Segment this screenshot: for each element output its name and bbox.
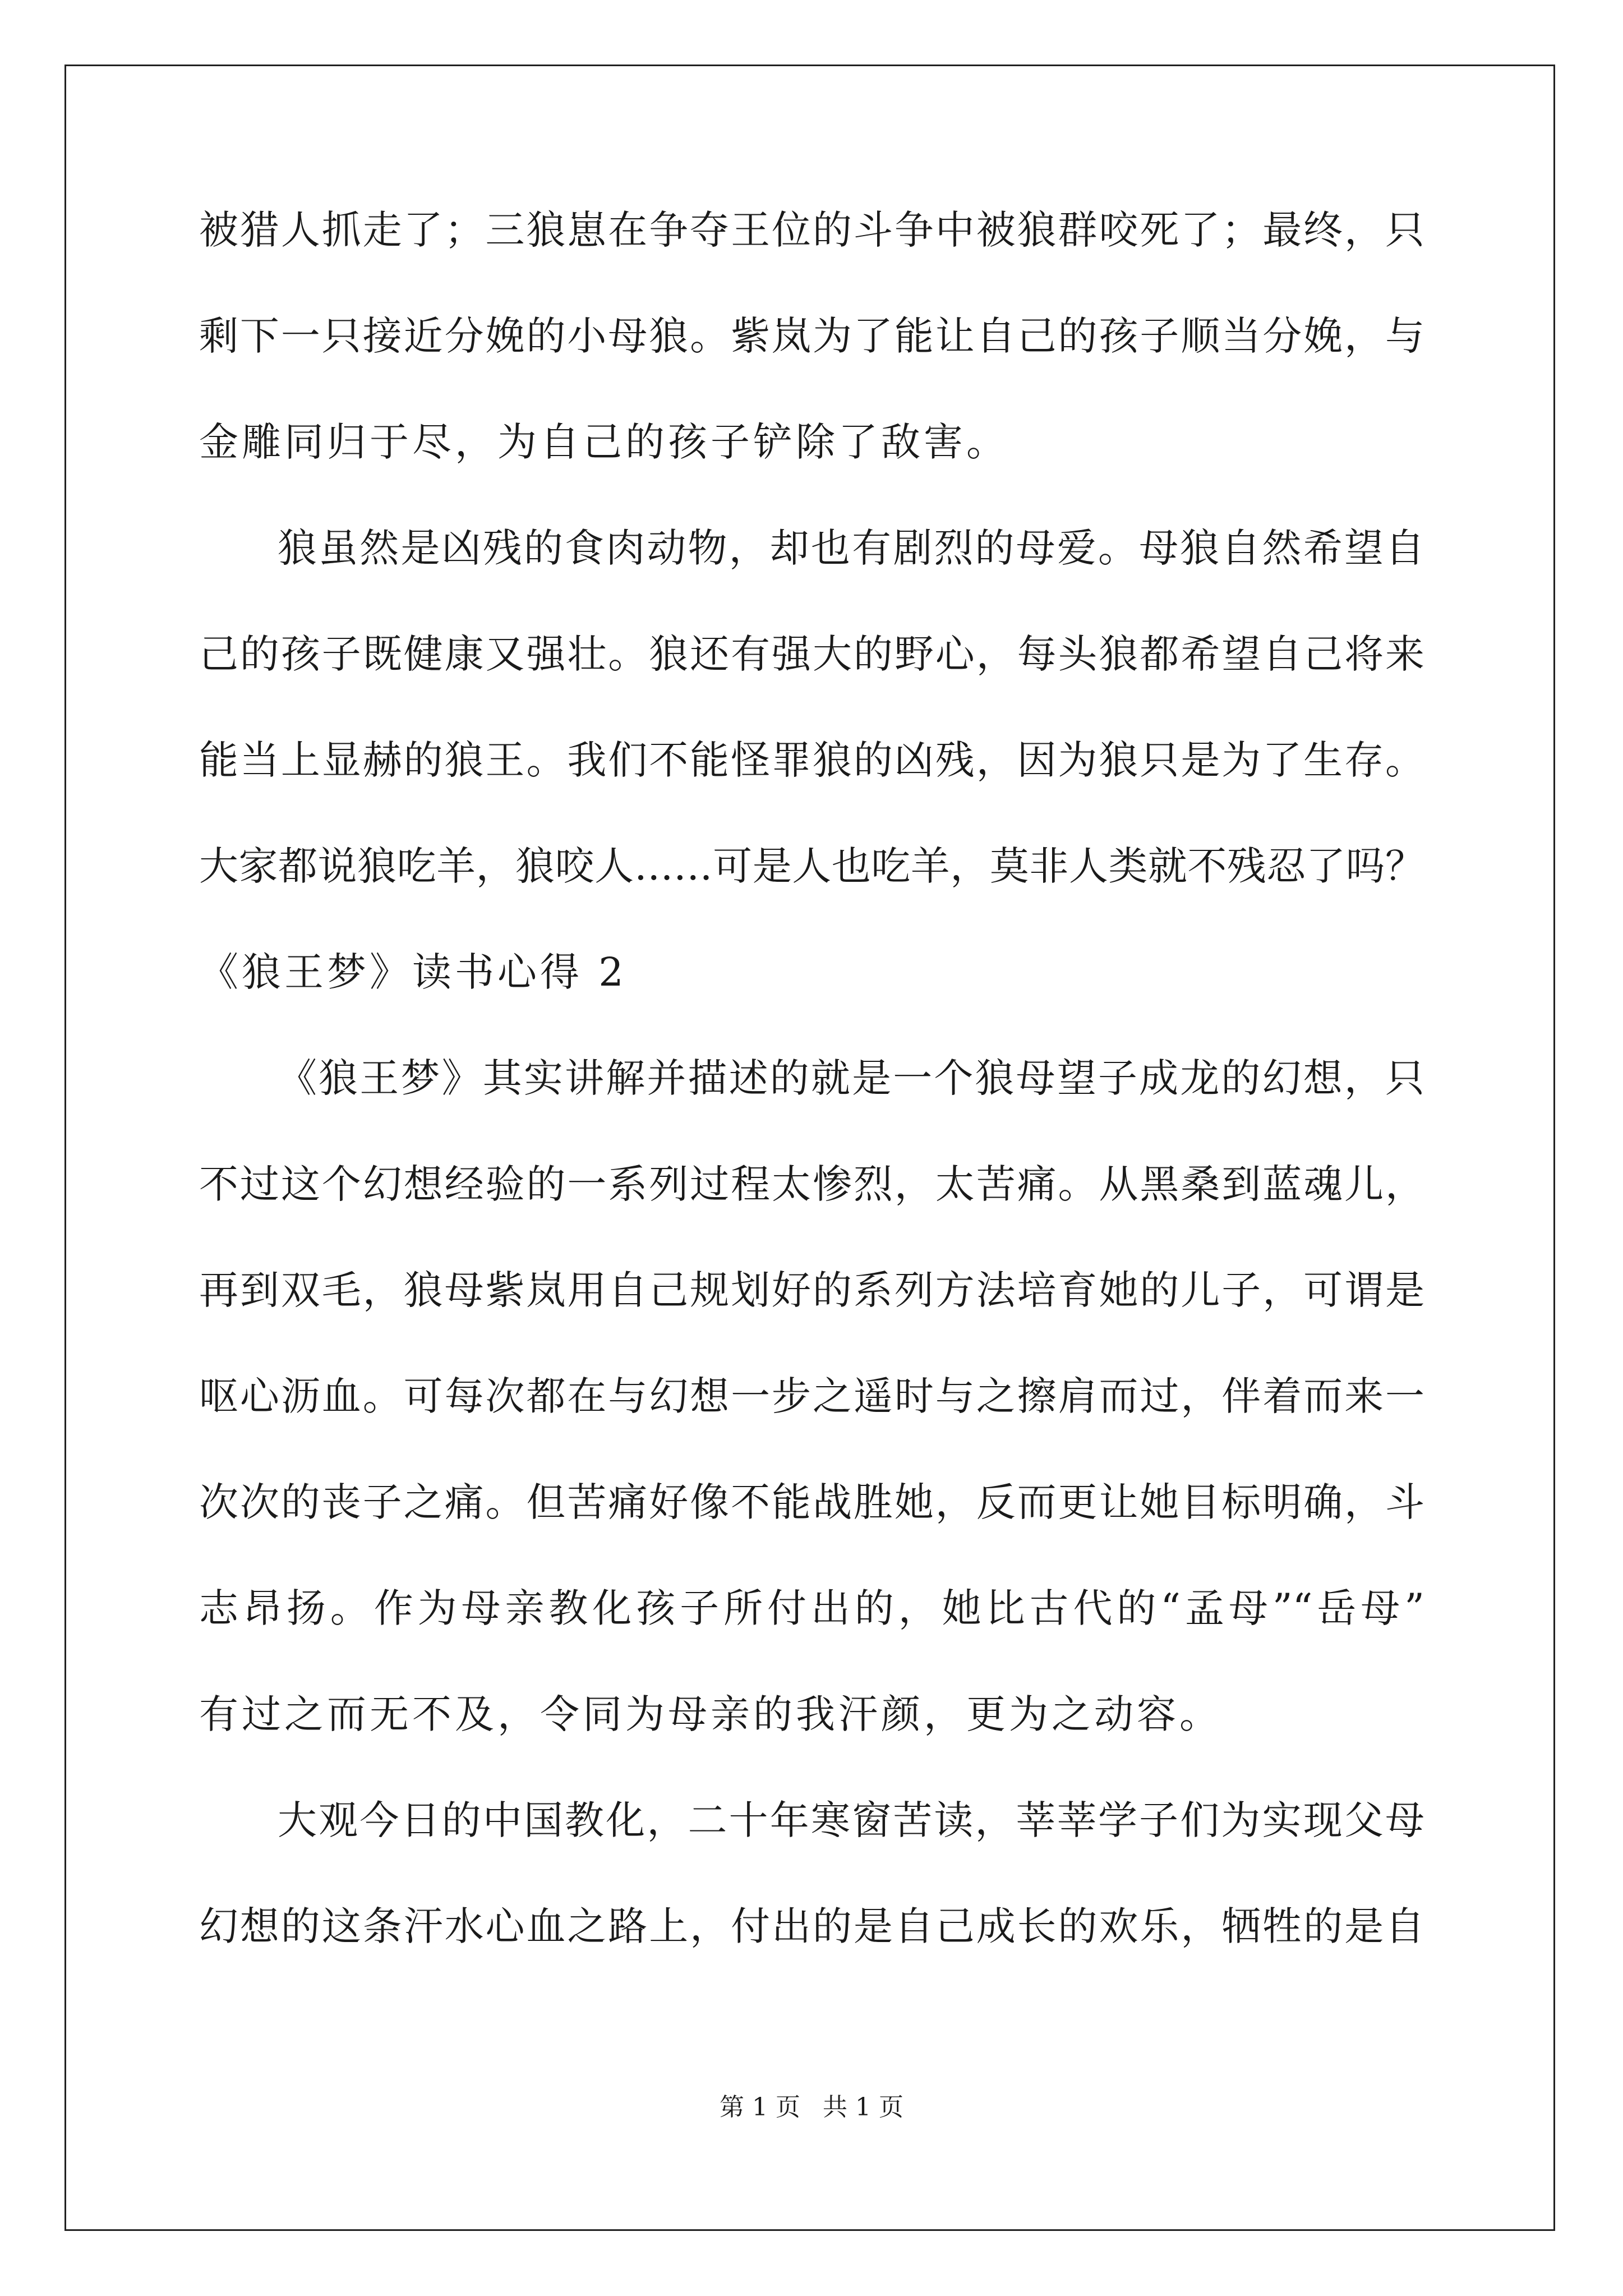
text-line: 金雕同归于尽，为自己的孩子铲除了敌害。 xyxy=(199,419,1009,465)
paragraph-start-line: 大观今日的中国教化，二十年寒窗苦读，莘莘学子们为实现父母 xyxy=(278,1797,1424,1843)
paragraph-start-line: 《狼王梦》其实讲解并描述的就是一个狼母望子成龙的幻想，只 xyxy=(278,1055,1424,1101)
text-line: 剩下一只接近分娩的小母狼。紫岚为了能让自己的孩子顺当分娩，与 xyxy=(199,313,1424,359)
text-line: 再到双毛，狼母紫岚用自己规划好的系列方法培育她的儿子，可谓是 xyxy=(199,1267,1424,1313)
text-line: 不过这个幻想经验的一系列过程太惨烈，太苦痛。从黑桑到蓝魂儿， xyxy=(199,1161,1424,1207)
text-line: 能当上显赫的狼王。我们不能怪罪狼的凶残，因为狼只是为了生存。 xyxy=(199,737,1424,783)
text-line: 呕心沥血。可每次都在与幻想一步之遥时与之擦肩而过，伴着而来一 xyxy=(199,1373,1424,1419)
text-line: 志昂扬。作为母亲教化孩子所付出的，她比古代的“孟母”“岳母” xyxy=(199,1585,1424,1631)
text-line: 幻想的这条汗水心血之路上，付出的是自己成长的欢乐，牺牲的是自 xyxy=(199,1903,1424,1949)
text-line: 有过之而无不及，令同为母亲的我汗颜，更为之动容。 xyxy=(199,1691,1222,1737)
text-line: 己的孩子既健康又强壮。狼还有强大的野心，每头狼都希望自己将来 xyxy=(199,631,1424,677)
section-heading: 《狼王梦》读书心得 2 xyxy=(199,949,627,995)
document-body xyxy=(199,207,1424,2013)
paragraph-start-line: 狼虽然是凶残的食肉动物，却也有剧烈的母爱。母狼自然希望自 xyxy=(278,525,1424,571)
page-footer xyxy=(0,2087,1623,2123)
text-line: 次次的丧子之痛。但苦痛好像不能战胜她，反而更让她目标明确，斗 xyxy=(199,1479,1424,1525)
page-number-current: 第 1 页 xyxy=(720,2093,800,2122)
text-line: 被猎人抓走了；三狼崽在争夺王位的斗争中被狼群咬死了；最终，只 xyxy=(199,207,1424,253)
text-line: 大家都说狼吃羊，狼咬人……可是人也吃羊，莫非人类就不残忍了吗？ xyxy=(199,843,1424,889)
page-number-total: 共 1 页 xyxy=(823,2093,903,2122)
